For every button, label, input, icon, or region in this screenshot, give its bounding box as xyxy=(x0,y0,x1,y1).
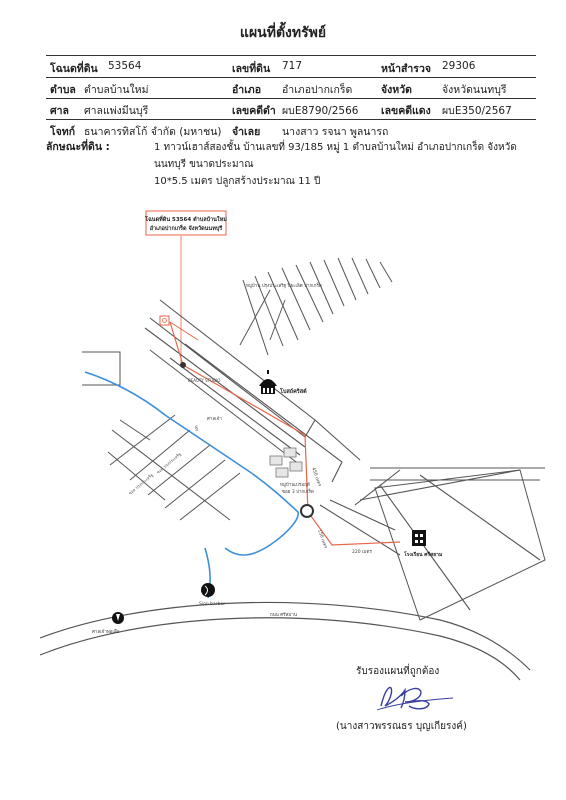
red-case-label: เลขคดีแดง xyxy=(381,105,431,117)
junction-dot xyxy=(180,362,186,368)
church-label: โบสถ์คริสต์ xyxy=(280,389,307,395)
deed-value: 53564 xyxy=(108,60,142,72)
callout-line-1: โฉนดที่ดิน 53564 ตำบลบ้านใหม่ xyxy=(145,217,227,223)
beauty-studio-label: BEAUTY STUDIO xyxy=(188,378,221,383)
subdistrict-value: ตำบลบ้านใหม่ xyxy=(84,84,149,96)
property-marker xyxy=(160,316,169,325)
soi-label-1: ซอย ปรุงประเสริฐ xyxy=(155,451,182,475)
route-line xyxy=(170,322,400,545)
page-title: แผนที่ตั้งทรัพย์ xyxy=(239,25,327,41)
signer-name: (นางสาวพรรณธร บุญเกียรงค์) xyxy=(336,721,467,732)
roundabout-icon xyxy=(301,505,313,517)
survey-label: หน้าสำรวจ xyxy=(381,63,431,75)
barber-label: Sion barber xyxy=(199,602,226,607)
distance-label-1: 450 เมตร xyxy=(310,466,322,488)
red-case-value: ผบE350/2567 xyxy=(442,105,512,117)
signature-image xyxy=(375,680,455,714)
bottom-road-label: ถนน ศรีสมาน xyxy=(270,613,297,618)
court-value: ศาลแพ่งมีนบุรี xyxy=(84,105,149,117)
shrine-icon xyxy=(112,612,124,624)
certify-text: รับรองแผนที่ถูกต้อง xyxy=(356,666,440,677)
plaintiff-value: ธนาคารทิสโก้ จำกัด (มหาชน) xyxy=(84,126,222,138)
subdistrict-label: ตำบล xyxy=(50,84,76,96)
desc-label: ลักษณะที่ดิน : xyxy=(46,141,110,153)
plaintiff-label: โจทก์ xyxy=(50,126,76,138)
bottom-road-edge-2 xyxy=(40,618,520,680)
barber-icon xyxy=(201,583,215,597)
temple-label: ศาลเจ้า xyxy=(207,417,222,422)
canal xyxy=(85,372,298,555)
shrine-label: ศาลเจ้าพ่อเสือ xyxy=(92,630,120,635)
survey-value: 29306 xyxy=(442,60,476,72)
project-label-2: ซอย 3 ปากเกร็ด xyxy=(282,490,314,495)
school-icon xyxy=(412,530,426,546)
deed-label: โฉนดที่ดิน xyxy=(50,63,98,75)
soi-label-2: ซอย ปรุงประเสริฐ xyxy=(127,472,154,496)
desc-line-1: 1 ทาวน์เฮาส์สองชั้น บ้านเลขที่ 93/185 หมู่ 1 ตำบลบ้านใหม่ อำเภอปากเกร็ด จังหวัดนนทบุรี ขนาดประมาณ xyxy=(154,142,517,170)
left-housing-block xyxy=(82,350,300,520)
right-road xyxy=(320,468,545,610)
black-case-value: ผบE8790/2566 xyxy=(282,105,359,117)
district-value: อำเภอปากเกร็ด xyxy=(282,84,353,96)
defendant-label: จำเลย xyxy=(232,126,261,138)
desc-line-2: 10*5.5 เมตร ปลูกสร้างประมาณ 11 ปี xyxy=(154,176,321,187)
black-case-label: เลขคดีดำ xyxy=(232,105,276,117)
callout-line-2: อำเภอปากเกร็ด จังหวัดนนทบุรี xyxy=(149,226,223,232)
defendant-value: นางสาว รจนา พูลนารถ xyxy=(282,126,389,138)
land-no-label: เลขที่ดิน xyxy=(232,63,271,75)
distance-label-3: 220 เมตร xyxy=(352,550,372,555)
road-top-label: หมู่บ้าน ปรุงประเสริฐ ปิยะเลิศ ปากเกร็ด xyxy=(246,284,322,289)
distance-label-2: 150 เมตร xyxy=(316,528,328,550)
district-label: อำเภอ xyxy=(232,84,262,96)
church-icon xyxy=(259,370,277,394)
province-label: จังหวัด xyxy=(381,84,412,96)
project-label-1: หมู่บ้านเปรมฤดี xyxy=(280,483,310,488)
court-label: ศาล xyxy=(50,105,69,117)
shrine-wave-icon: § xyxy=(195,425,198,432)
province-value: จังหวัดนนทบุรี xyxy=(442,84,507,96)
school-label: โรงเรียน ศรีสยาม xyxy=(404,552,443,558)
top-streets xyxy=(240,258,392,355)
land-no-value: 717 xyxy=(282,60,303,72)
